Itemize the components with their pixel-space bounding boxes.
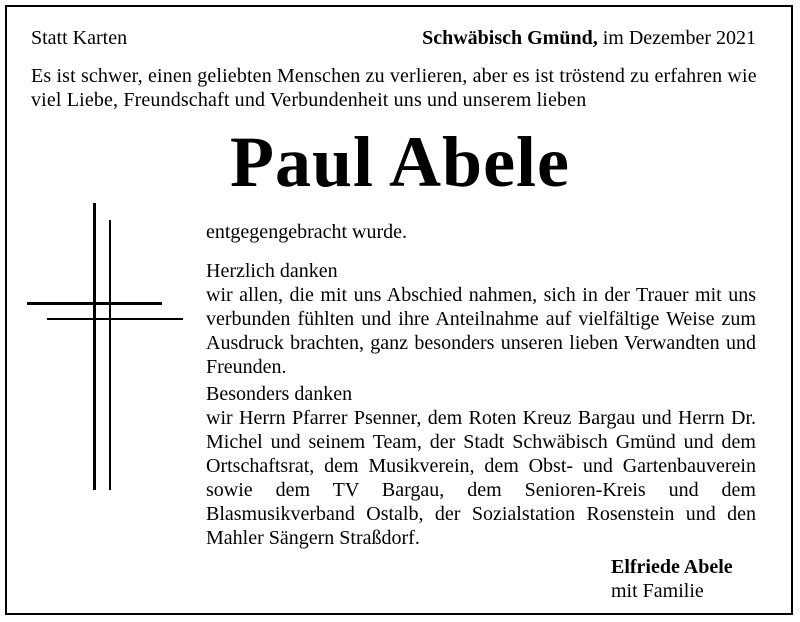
intro-text: Es ist schwer, einen geliebten Menschen zu verlieren, aber es ist tröstend zu erfahren wie viel Liebe, Freundschaft und Verbundenheit uns und unserem lieben: [31, 65, 757, 111]
signature-family: mit Familie: [611, 580, 704, 602]
thanks-heading-2: Besonders danken: [206, 383, 353, 405]
thanks-section-1: [206, 259, 756, 379]
paragraph-received: entgegengebracht wurde.: [206, 221, 408, 243]
notice-label: Statt Karten: [31, 27, 128, 49]
deceased-name: Paul Abele: [229, 122, 570, 202]
place-date: [422, 26, 756, 50]
city: Schwäbisch Gmünd,: [422, 27, 598, 49]
thanks-text-2: wir Herrn Pfarrer Psenner, dem Roten Kreuz Bargau und Herrn Dr. Michel und seinem Team, der Stadt Schwäbisch Gmünd und dem Ortschaftsrat, dem Musikverein, dem Obst- und Gartenbauverein sowie dem TV Bargau, dem Senioren-Kreis und dem Blasmusikverband Ostalb, der Sozialstation Rosenstein und den Mahler Sängern Straßdorf.: [206, 407, 756, 549]
signature: [611, 555, 733, 603]
signature-name: Elfriede Abele: [611, 556, 733, 578]
thanks-heading-1: Herzlich danken: [206, 260, 338, 282]
thanks-section-2: [206, 382, 756, 550]
thanks-text-1: wir allen, die mit uns Abschied nahmen, sich in der Trauer mit uns verbunden fühlten und ihre Anteilnahme auf vielfältige Weise zum Ausdruck brachten, ganz besonders unseren lieben Verwandten und Freunden.: [206, 284, 756, 378]
date: im Dezember 2021: [597, 27, 756, 49]
